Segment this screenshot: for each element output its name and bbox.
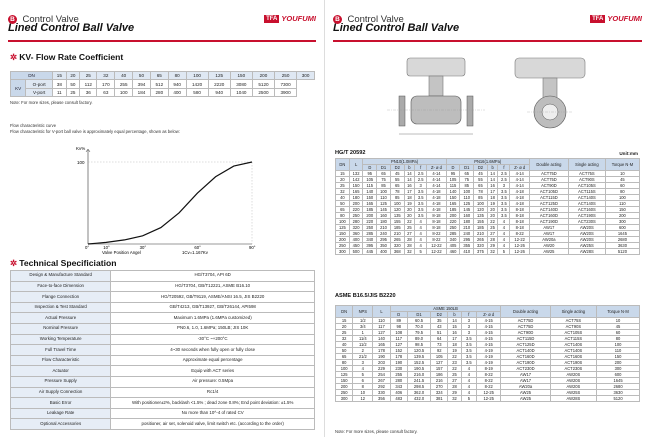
spec-table: [10, 270, 315, 430]
table-row: 40 180 150 110 85 18 3.5 4-18 150 110 85 18 3.5 4-18 ACT115D ACT140S 100: [336, 195, 640, 201]
table-row: 32 165 140 100 78 17 3.5 4-18 140 100 78 17 3.5 4-18 ACT105D ACT115S 80: [336, 189, 640, 195]
table-row: 100 4 229 230 190.5 157 22 4 8-19 ACT230D ACT230S 300: [336, 366, 640, 372]
spec-row: Inspection & Test Standard GB/T4213, GB/T13927, GB/T26144, API598: [11, 302, 315, 313]
section-gear-icon: ✲: [10, 52, 18, 62]
category-title: Control Valve: [347, 14, 404, 25]
flow-curve-chart: [62, 144, 262, 256]
table-row: 25 150 115 85 65 16 3 4-14 115 85 65 16 3 4-14 ACT90D ACT105S 60: [336, 183, 640, 189]
logo-mark: TFA: [592, 15, 604, 22]
category-badge: B: [8, 15, 17, 24]
table-row: 200 8 292 343 298.5 270 28 4 8-22 AW20a AW20S 2680: [336, 384, 640, 390]
category-badge: B: [333, 15, 342, 24]
spec-row: Actuator Equip with ACT series: [11, 366, 315, 377]
table-row: 50 200 165 125 100 19 3.5 4-18 165 125 100 19 3.5 4-18 ACT125D ACT140S 110: [336, 201, 640, 207]
x-axis-label: Valve Position Angel: [102, 250, 141, 255]
table-row: 20 3/4 117 98 70.0 43 15 3 4-15 ACT75D ACT90S 45: [336, 324, 640, 330]
spec-row: Leakage Rate No more than 10^-4 of rated CV: [11, 408, 315, 419]
category-title: Control Valve: [22, 14, 79, 25]
spec-row: Face-to-face Dimension HG/T3704, GB/T12221, ASME B16.10: [11, 281, 315, 292]
table-row: 32 11/4 140 117 89.0 64 17 3.5 4-15 ACT115D ACT115S 80: [336, 336, 640, 342]
kv-table: DN 15 20 25 32 40 50 65 80 100 125 150 200 250 300 KV O-port 38 50 112 170 255 394 512 940 1420 2220 3080 5120 7300 V-port 11 25 36 63 100 184 280 400 580 940 1040 2500 3900: [10, 71, 315, 97]
spec-row: Basic Error With positioner±2%, backlash <1.5% ; dead zone 0.8%; End point deviation: ±1.5%: [11, 398, 315, 409]
spec-row: Working Temperature -30°C ~+200°C: [11, 334, 315, 345]
page-header: [8, 9, 316, 37]
header-rule: [333, 40, 642, 42]
v-port-label: V-port: [26, 88, 53, 96]
brand-logo: [590, 10, 642, 23]
spec-section-title: ✲ Technical Specificiation: [10, 258, 117, 268]
table-row: 65 220 185 145 120 20 3.5 4-18 185 145 120 20 3.5 8-18 ACT140D ACT160S 150: [336, 207, 640, 213]
table-row: 80 250 200 160 135 20 3.5 8-18 200 160 135 20 3.5 8-18 ACT160D ACT190S 200: [336, 213, 640, 219]
x-tick-label: 90°: [249, 245, 256, 250]
product-title: Lined Control Ball Valve: [333, 22, 460, 34]
table-row: 300 500 445 400 368 32 5 12-22 460 410 375 32 5 12-26 AW25 AW28S 5120: [336, 249, 640, 255]
spec-row: Optional Accessories positioner, air set, solenoid valve, limit switch etc. (according to the order): [11, 419, 315, 430]
table-row: 125 5 254 255 216.0 186 25 4 8-22 AW17 AW20S 600: [336, 372, 640, 378]
hgt-dimension-table: DN L PN10(1.0MPa) PN16(1.6MPa) Double acting Single acting Torque N·M D D1 D2 b f Z- ø d D D1 D2 b f Z- ø d 15 132 95 65 45 14 2.5 4-14 95 65 45 14 2.5 4-14 ACT75D ACT75S 10 20 142 105 75 55 14 2.5 4-14 105 75 55 14 2.5 4-14 ACT75D ACT90S 45 25 150 115 85 65 16 3 4-14 115 85 65 16 3 4-14 ACT90D ACT105S 60 32 165 140 100 78 17 3.5 4-18 140 100 78 17 3.5 4-18 ACT105D ACT115S 80 40 180 150 110 85 18 3.5 4-18 150 110 85 18 3.5 4-18 ACT115D ACT140S 100 50 200 165 125 100 19 3.5 4-18 165 125 100 19 3.5 4-18 ACT125D ACT140S 110 65 220 185 145 120 20 3.5 4-18 185 145 120 20 3.5 8-18 ACT140D ACT160S 150 80 250 200 160 135 20 3.5 8-18 200 160 135 20 3.5 8-18 ACT160D ACT190S 200 100 280 220 180 155 22 4 8-18 220 180 155 22 4 8-18 ACT190D ACT230S 300 125 320 250 210 185 25 4 8-18 250 210 185 25 4 8-18 AW17 AW20S 600 150 360 285 240 210 27 4 8-22 285 240 210 27 4 8-22 AW17 AW20S 1645 200 400 340 295 265 28 4 8-22 340 295 265 28 4 12-22 AW20a AW20S 2680 250 450 395 350 320 28 4 12-22 405 355 320 29 4 12-26 AW20 AW25S 3630 300 500 445 400 368 32 5 12-22 460 410 375 32 5 12-26 AW25 AW28S 5120: [335, 158, 640, 255]
x-tick-label: 0°: [85, 245, 90, 250]
valve-drawing: [377, 52, 607, 147]
table-b-note: Note: For more sizes, please consult factory.: [335, 429, 418, 434]
table-row: 125 320 250 210 185 25 4 8-18 250 210 185 25 4 8-18 AW17 AW20S 600: [336, 225, 640, 231]
spec-row: Air Supply Connection Rc1/4: [11, 387, 315, 398]
x-tick-label: 30°: [139, 245, 147, 250]
valve-side-view: [515, 58, 585, 128]
brand-logo: [264, 10, 316, 23]
cv-annotation: 1Cv=1.167Kv: [182, 250, 208, 255]
table-a-title: HG/T 20592: [335, 150, 366, 156]
table-row: 80 3 203 190 152.5 127 23 3.5 4-19 ACT190D ACT190S 200: [336, 360, 640, 366]
logo-text: YOUFUMI: [281, 14, 316, 24]
spec-row: Full Travel Time 4~30 seconds when fully open or fully close: [11, 345, 315, 356]
kv-label: KV: [11, 80, 26, 97]
table-row: 150 360 285 240 210 27 4 8-22 285 240 210 27 4 8-22 AW17 AW20S 1645: [336, 231, 640, 237]
unit-label: Unit:mm: [619, 151, 638, 156]
table-row: 300 12 356 483 432.0 381 32 5 12-25 AW25 AW28S 5120: [336, 396, 640, 402]
spec-row: Nominal Pressure PN0.6, 1.0, 1.6MPa; 150LB; JIS 10K: [11, 323, 315, 334]
table-row: 25 1 127 108 79.5 51 16 3 4-15 ACT90D ACT105S 60: [336, 330, 640, 336]
series-line: [88, 162, 252, 244]
spec-row: Design & Manufacture Standard HG/T3704, API 6D: [11, 271, 315, 282]
page-header: [333, 9, 642, 37]
table-row: 200 400 340 295 265 28 4 8-22 340 295 265 28 4 12-22 AW20a AW20S 2680: [336, 237, 640, 243]
logo-mark: TFA: [266, 15, 278, 22]
table-row: 250 450 395 350 320 28 4 12-22 405 355 320 29 4 12-26 AW20 AW25S 3630: [336, 243, 640, 249]
section-gear-icon: ✲: [10, 258, 18, 268]
spec-row: Pressure Supply Air pressure: 0.5Mpa: [11, 376, 315, 387]
table-row: 15 132 95 65 45 14 2.5 4-14 95 65 45 14 2.5 4-14 ACT75D ACT75S 10: [336, 171, 640, 177]
y-tick-label: 100: [77, 160, 85, 165]
o-port-label: O-port: [26, 80, 53, 88]
table-row: 15 1/2 110 89 60.5 35 14 3 4-15 ACT75D ACT75S 10: [336, 318, 640, 324]
table-b-title: ASME B16.5/JIS B2220: [335, 293, 396, 299]
kv-dn-header: DN: [11, 72, 53, 80]
logo-text: YOUFUMI: [607, 14, 642, 24]
x-tick-label: 10°: [103, 245, 110, 250]
asme-dimension-table: DN NPS L ASME 150LB Double acting Single acting Torque N·M D D1 D2 b f Z- ø d 15 1/2 110 89 60.5 35 14 3 4-15 ACT75D ACT75S 10 20 3/4 117 98 70.0 43 15 3 4-15 ACT75D ACT90S 45 25 1 127 108 79.5 51 16 3 4-15 ACT90D ACT105S 60 32 11/4 140 117 89.0 64 17 3.5 4-15 ACT115D ACT115S 80 40 11/2 165 127 98.5 73 18 3.5 4-15 ACT125D ACT140S 100 50 2 178 152 120.5 92 19 3.5 4-19 ACT140D ACT140S 110 65 21/2 190 178 139.5 105 22 3.5 4-19 ACT160D ACT160S 150 80 3 203 190 152.5 127 23 3.5 4-19 ACT190D ACT190S 200 100 4 229 230 190.5 157 22 4 8-19 ACT230D ACT230S 300 125 5 254 255 216.0 186 25 4 8-22 AW17 AW20S 600 150 6 267 280 241.5 216 27 4 8-22 AW17 AW20S 1645 200 8 292 343 298.5 270 28 4 8-22 AW20a AW20S 2680 250 10 330 406 362.0 324 29 4 12-25 AW25 AW25S 3630 300 12 356 483 432.0 381 32 5 12-25 AW25 AW28S 5120: [335, 305, 640, 402]
y-axis-label: Kv%: [76, 146, 86, 151]
table-row: 50 2 178 152 120.5 92 19 3.5 4-19 ACT140D ACT140S 110: [336, 348, 640, 354]
table-row: 250 10 330 406 362.0 324 29 4 12-25 AW25 AW25S 3630: [336, 390, 640, 396]
table-row: 150 6 267 280 241.5 216 27 4 8-22 AW17 AW20S 1645: [336, 378, 640, 384]
table-row: 40 11/2 165 127 98.5 73 18 3.5 4-15 ACT125D ACT140S 100: [336, 342, 640, 348]
table-row: 20 142 105 75 55 14 2.5 4-14 105 75 55 14 2.5 4-14 ACT75D ACT90S 45: [336, 177, 640, 183]
flow-description: Flow characteristic curve Flow characteristic for V-port ball valve is approximately equal percentage, shown as below:: [10, 123, 180, 134]
right-page: [325, 0, 650, 437]
spec-row: Flange Connection HG/T20592, GB/T9119, ASME/ANSI 16.5, JIS B2220: [11, 292, 315, 303]
kv-section-title: ✲ KV- Flow Rate Coefficient: [10, 52, 124, 62]
product-title: Lined Control Ball Valve: [8, 22, 135, 34]
spec-row: Actual Pressure Maximum 1.6MPa (1.6MPa customized): [11, 313, 315, 324]
x-tick-label: 60°: [194, 245, 201, 250]
spec-row: Flow Characteristic Approximate equal percentage: [11, 355, 315, 366]
table-row: 100 280 220 180 155 22 4 8-18 220 180 155 22 4 8-18 ACT190D ACT230S 300: [336, 219, 640, 225]
header-rule: [8, 40, 316, 42]
valve-front-view: [387, 58, 485, 134]
table-row: 65 21/2 190 178 139.5 105 22 3.5 4-19 ACT160D ACT160S 150: [336, 354, 640, 360]
kv-note: Note: For more sizes, please consult factory.: [10, 100, 93, 105]
